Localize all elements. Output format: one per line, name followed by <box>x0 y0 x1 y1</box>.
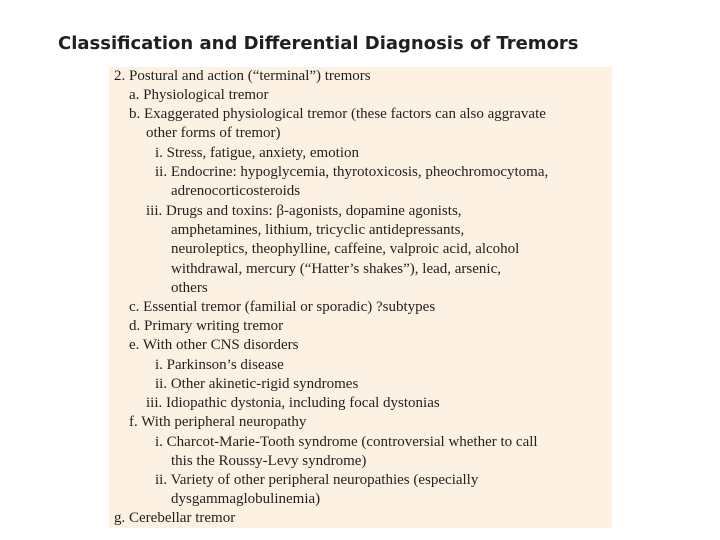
list-item: this the Roussy-Levy syndrome) <box>171 453 367 469</box>
list-item: c. Essential tremor (familial or sporadic) ?subtypes <box>129 299 436 315</box>
list-item: amphetamines, lithium, tricyclic antidepressants, <box>171 222 465 238</box>
list-item: b. Exaggerated physiological tremor (these factors can also aggravate <box>129 106 546 122</box>
list-item: adrenocorticosteroids <box>171 183 301 199</box>
list-item: g. Cerebellar tremor <box>114 510 236 526</box>
list-item: neuroleptics, theophylline, caffeine, valproic acid, alcohol <box>171 241 520 257</box>
list-item: ii. Variety of other peripheral neuropathies (especially <box>155 472 479 488</box>
list-item: withdrawal, mercury (“Hatter’s shakes”), lead, arsenic, <box>171 261 501 277</box>
list-item: a. Physiological tremor <box>129 87 269 103</box>
list-item: iii. Drugs and toxins: β-agonists, dopamine agonists, <box>146 203 462 219</box>
list-item: i. Stress, fatigue, anxiety, emotion <box>155 145 359 161</box>
list-item: e. With other CNS disorders <box>129 337 299 353</box>
page-title: Classification and Differential Diagnosis of Tremors <box>58 33 579 54</box>
list-item: f. With peripheral neuropathy <box>129 414 307 430</box>
list-item: ii. Endocrine: hypoglycemia, thyrotoxicosis, pheochromocytoma, <box>155 164 549 180</box>
list-item: d. Primary writing tremor <box>129 318 284 334</box>
list-item: 2. Postural and action (“terminal”) tremors <box>114 68 371 84</box>
list-item: ii. Other akinetic-rigid syndromes <box>155 376 359 392</box>
list-item: other forms of tremor) <box>146 125 281 141</box>
classification-list-box <box>109 67 612 528</box>
list-item: dysgammaglobulinemia) <box>171 491 321 507</box>
list-item: iii. Idiopathic dystonia, including focal dystonias <box>146 395 440 411</box>
list-item: others <box>171 280 208 296</box>
list-item: i. Charcot-Marie-Tooth syndrome (controversial whether to call <box>155 434 538 450</box>
list-item: i. Parkinson’s disease <box>155 357 284 373</box>
